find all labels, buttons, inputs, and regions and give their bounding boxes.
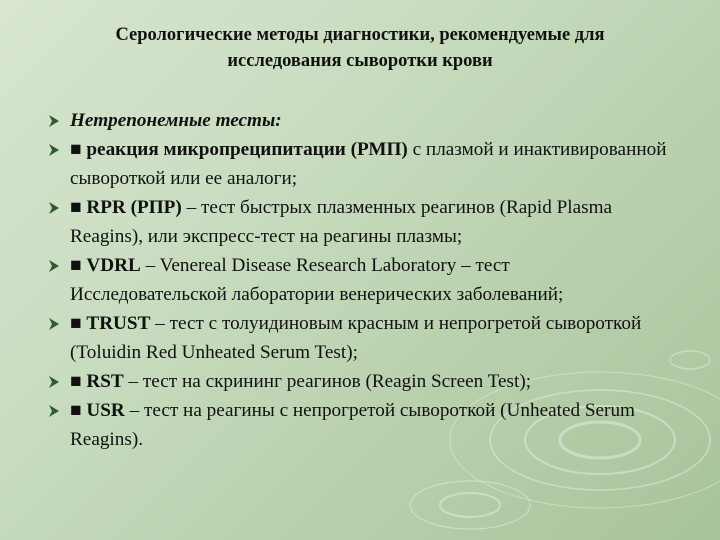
test-name: RST [86, 371, 124, 392]
arrow-bullet-icon [48, 115, 60, 127]
test-description: – тест быстрых плазменных реагинов (Rapid Plasma Reagins), или экспресс-тест на реагины плазмы; [70, 197, 613, 247]
arrow-bullet-icon [48, 144, 60, 156]
square-marker: ■ [70, 197, 82, 218]
square-marker: ■ [70, 371, 82, 392]
arrow-bullet-icon [48, 318, 60, 330]
square-marker: ■ [70, 400, 82, 421]
arrow-bullet-icon [48, 260, 60, 272]
list-item [50, 396, 670, 454]
title-line-1: Серологические методы диагностики, рекомендуемые для [115, 25, 605, 45]
test-name: реакция микропреципитации (РМП) [86, 139, 408, 160]
title-line-2: исследования сыворотки крови [227, 51, 493, 71]
test-description: – тест на реагины с непрогретой сывороткой (Unheated Serum Reagins). [70, 400, 635, 450]
list-item [50, 309, 670, 367]
test-name: TRUST [86, 313, 151, 334]
test-description: – Venereal Disease Research Laboratory – тест Исследовательской лаборатории венерических заболеваний; [70, 255, 564, 305]
square-marker: ■ [70, 313, 82, 334]
slide-title [40, 22, 680, 74]
list-item [50, 367, 670, 396]
list-item [50, 251, 670, 309]
list-item-heading [50, 106, 670, 135]
test-list [50, 106, 670, 454]
arrow-bullet-icon [48, 405, 60, 417]
arrow-bullet-icon [48, 376, 60, 388]
square-marker: ■ [70, 139, 82, 160]
square-marker: ■ [70, 255, 82, 276]
test-description: с плазмой и инактивированной сывороткой или ее аналоги; [70, 139, 667, 189]
test-description: – тест на скрининг реагинов (Reagin Screen Test); [123, 371, 532, 392]
test-name: VDRL [86, 255, 141, 276]
test-name: USR [86, 400, 125, 421]
arrow-bullet-icon [48, 202, 60, 214]
list-item [50, 193, 670, 251]
test-description: – тест с толуидиновым красным и непрогретой сывороткой (Toluidin Red Unheated Serum Test); [70, 313, 642, 363]
test-name: RPR (РПР) [86, 197, 182, 218]
list-item [50, 135, 670, 193]
list-heading-text: Нетрепонемные тесты: [70, 110, 282, 131]
